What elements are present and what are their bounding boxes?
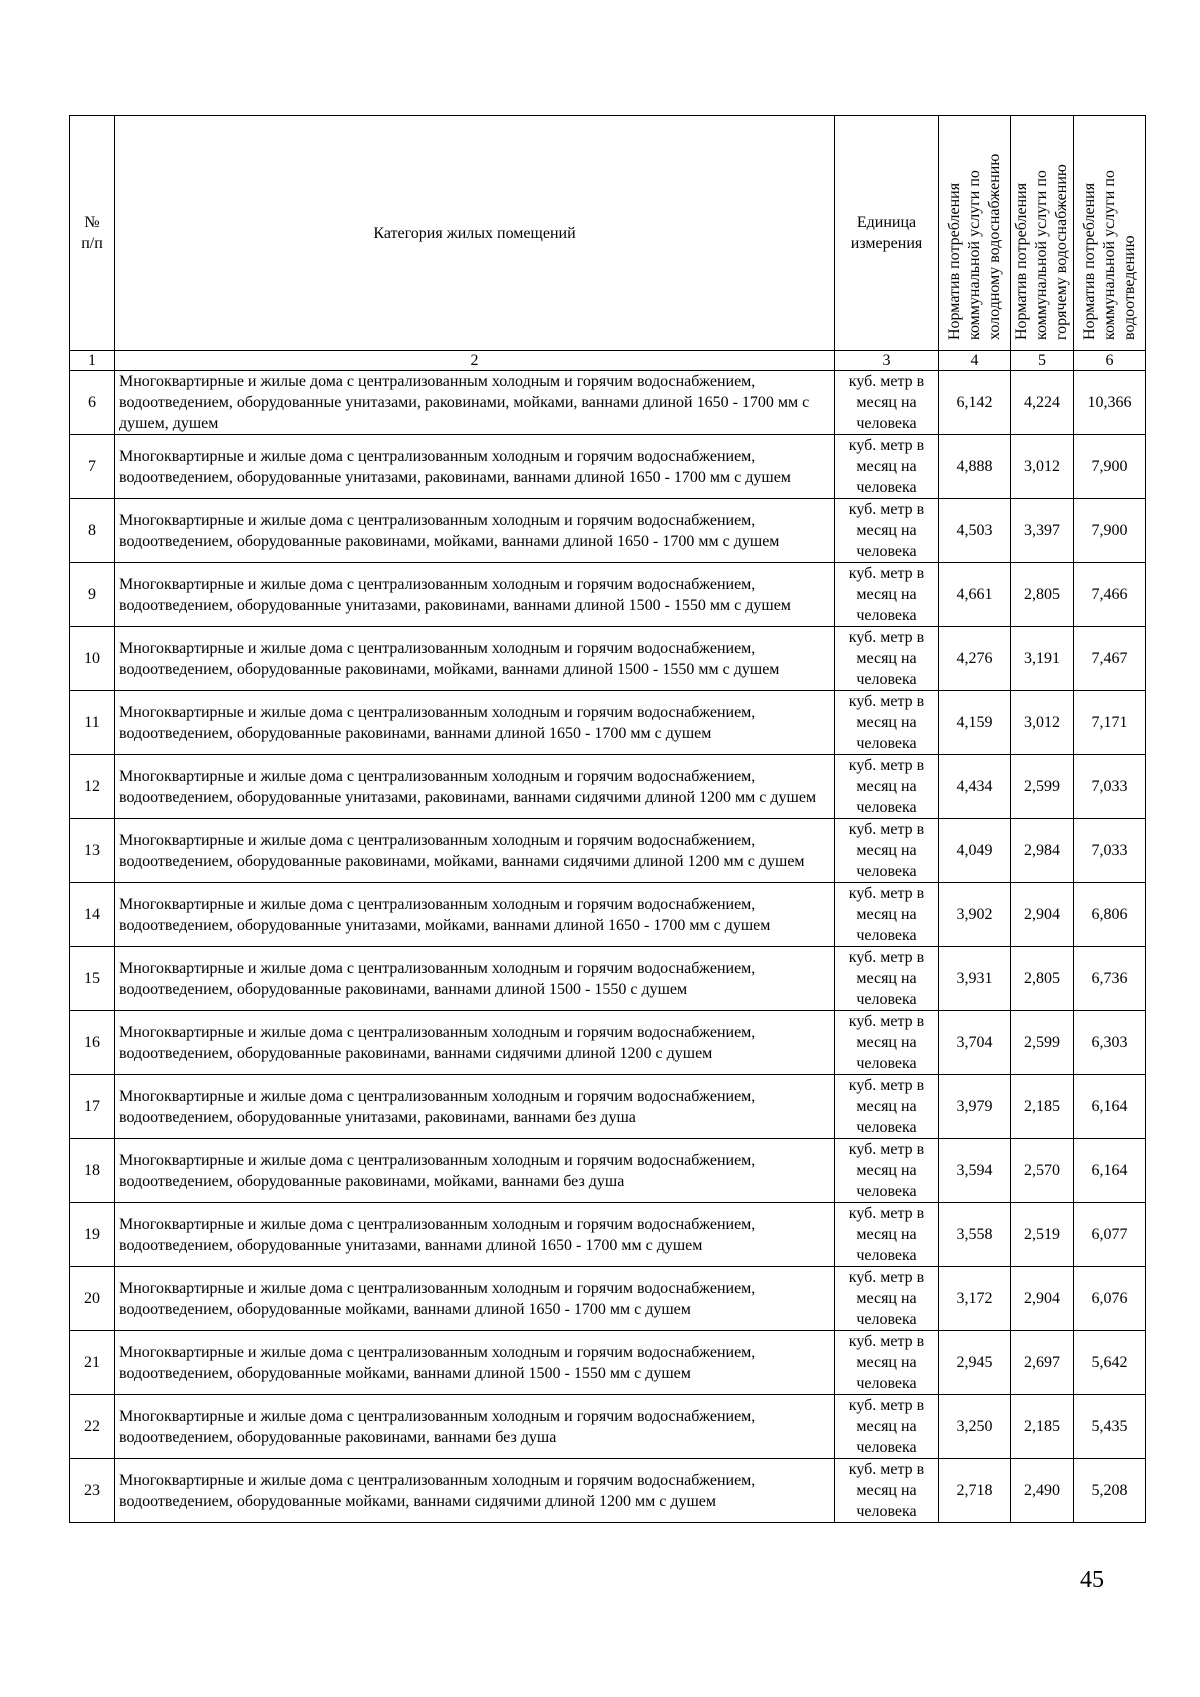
column-number: 5 bbox=[1011, 351, 1074, 371]
table-row bbox=[70, 883, 1146, 947]
column-number: 2 bbox=[115, 351, 835, 371]
row-cold-water-norm: 3,594 bbox=[939, 1139, 1011, 1203]
row-hot-water-norm: 4,224 bbox=[1011, 371, 1074, 435]
row-category: Многоквартирные и жилые дома с централизованным холодным и горячим водоснабжением, водоотведением, оборудованные унитазами, раковинами, ваннами сидячими длиной 1200 мм с душем bbox=[115, 755, 835, 819]
row-drainage-norm: 6,806 bbox=[1074, 883, 1146, 947]
row-number: 6 bbox=[70, 371, 115, 435]
row-cold-water-norm: 3,931 bbox=[939, 947, 1011, 1011]
row-cold-water-norm: 6,142 bbox=[939, 371, 1011, 435]
row-drainage-norm: 5,642 bbox=[1074, 1331, 1146, 1395]
row-cold-water-norm: 3,704 bbox=[939, 1011, 1011, 1075]
row-category: Многоквартирные и жилые дома с централизованным холодным и горячим водоснабжением, водоотведением, оборудованные мойками, ваннами длиной 1500 - 1550 мм с душем bbox=[115, 1331, 835, 1395]
row-category: Многоквартирные и жилые дома с централизованным холодным и горячим водоснабжением, водоотведением, оборудованные раковинами, мойками, ваннами без душа bbox=[115, 1139, 835, 1203]
column-number: 4 bbox=[939, 351, 1011, 371]
header-cold-water: Норматив потребления коммунальной услуги по холодному водоснабжению bbox=[939, 116, 1011, 351]
row-unit: куб. метр в месяц на человека bbox=[835, 1139, 939, 1203]
table-header-row bbox=[70, 116, 1146, 351]
row-unit: куб. метр в месяц на человека bbox=[835, 947, 939, 1011]
row-unit: куб. метр в месяц на человека bbox=[835, 755, 939, 819]
table-row bbox=[70, 1203, 1146, 1267]
row-cold-water-norm: 4,049 bbox=[939, 819, 1011, 883]
row-hot-water-norm: 3,397 bbox=[1011, 499, 1074, 563]
row-drainage-norm: 6,164 bbox=[1074, 1139, 1146, 1203]
row-unit: куб. метр в месяц на человека bbox=[835, 1459, 939, 1523]
row-category: Многоквартирные и жилые дома с централизованным холодным и горячим водоснабжением, водоотведением, оборудованные раковинами, ваннами длиной 1650 - 1700 мм с душем bbox=[115, 691, 835, 755]
row-cold-water-norm: 2,945 bbox=[939, 1331, 1011, 1395]
table-row bbox=[70, 1139, 1146, 1203]
row-category: Многоквартирные и жилые дома с централизованным холодным и горячим водоснабжением, водоотведением, оборудованные унитазами, раковинами, ваннами без душа bbox=[115, 1075, 835, 1139]
row-hot-water-norm: 2,185 bbox=[1011, 1395, 1074, 1459]
table-row bbox=[70, 435, 1146, 499]
row-hot-water-norm: 2,904 bbox=[1011, 1267, 1074, 1331]
row-hot-water-norm: 2,697 bbox=[1011, 1331, 1074, 1395]
row-category: Многоквартирные и жилые дома с централизованным холодным и горячим водоснабжением, водоотведением, оборудованные унитазами, ваннами длиной 1650 - 1700 мм с душем bbox=[115, 1203, 835, 1267]
row-hot-water-norm: 2,984 bbox=[1011, 819, 1074, 883]
row-category: Многоквартирные и жилые дома с централизованным холодным и горячим водоснабжением, водоотведением, оборудованные раковинами, мойками, ваннами длиной 1650 - 1700 мм с душем bbox=[115, 499, 835, 563]
row-number: 12 bbox=[70, 755, 115, 819]
row-category: Многоквартирные и жилые дома с централизованным холодным и горячим водоснабжением, водоотведением, оборудованные раковинами, мойками, ваннами сидячими длиной 1200 мм с душем bbox=[115, 819, 835, 883]
row-hot-water-norm: 2,904 bbox=[1011, 883, 1074, 947]
row-number: 8 bbox=[70, 499, 115, 563]
header-unit: Единица измерения bbox=[835, 116, 939, 351]
row-cold-water-norm: 4,888 bbox=[939, 435, 1011, 499]
row-cold-water-norm: 4,276 bbox=[939, 627, 1011, 691]
row-drainage-norm: 7,900 bbox=[1074, 435, 1146, 499]
row-drainage-norm: 7,900 bbox=[1074, 499, 1146, 563]
row-unit: куб. метр в месяц на человека bbox=[835, 435, 939, 499]
row-drainage-norm: 7,033 bbox=[1074, 755, 1146, 819]
row-number: 15 bbox=[70, 947, 115, 1011]
row-cold-water-norm: 4,503 bbox=[939, 499, 1011, 563]
row-unit: куб. метр в месяц на человека bbox=[835, 627, 939, 691]
row-number: 22 bbox=[70, 1395, 115, 1459]
row-hot-water-norm: 2,519 bbox=[1011, 1203, 1074, 1267]
header-num: № п/п bbox=[70, 116, 115, 351]
table-row bbox=[70, 819, 1146, 883]
row-number: 16 bbox=[70, 1011, 115, 1075]
column-number: 6 bbox=[1074, 351, 1146, 371]
row-hot-water-norm: 2,805 bbox=[1011, 947, 1074, 1011]
table-row bbox=[70, 1459, 1146, 1523]
row-hot-water-norm: 2,599 bbox=[1011, 1011, 1074, 1075]
header-drainage: Норматив потребления коммунальной услуги по водоотведению bbox=[1074, 116, 1146, 351]
header-hot-water: Норматив потребления коммунальной услуги по горячему водоснабжению bbox=[1011, 116, 1074, 351]
row-cold-water-norm: 3,172 bbox=[939, 1267, 1011, 1331]
row-category: Многоквартирные и жилые дома с централизованным холодным и горячим водоснабжением, водоотведением, оборудованные унитазами, раковинами, ваннами длиной 1650 - 1700 мм с душем bbox=[115, 435, 835, 499]
row-drainage-norm: 7,033 bbox=[1074, 819, 1146, 883]
table-row bbox=[70, 691, 1146, 755]
row-hot-water-norm: 2,570 bbox=[1011, 1139, 1074, 1203]
row-hot-water-norm: 2,185 bbox=[1011, 1075, 1074, 1139]
row-category: Многоквартирные и жилые дома с централизованным холодным и горячим водоснабжением, водоотведением, оборудованные раковинами, ваннами без душа bbox=[115, 1395, 835, 1459]
row-hot-water-norm: 2,805 bbox=[1011, 563, 1074, 627]
row-unit: куб. метр в месяц на человека bbox=[835, 499, 939, 563]
row-hot-water-norm: 3,012 bbox=[1011, 435, 1074, 499]
row-category: Многоквартирные и жилые дома с централизованным холодным и горячим водоснабжением, водоотведением, оборудованные раковинами, ваннами сидячими длиной 1200 с душем bbox=[115, 1011, 835, 1075]
row-drainage-norm: 7,466 bbox=[1074, 563, 1146, 627]
table-body bbox=[70, 371, 1146, 1523]
table-row bbox=[70, 627, 1146, 691]
row-category: Многоквартирные и жилые дома с централизованным холодным и горячим водоснабжением, водоотведением, оборудованные мойками, ваннами длиной 1650 - 1700 мм с душем bbox=[115, 1267, 835, 1331]
row-cold-water-norm: 3,902 bbox=[939, 883, 1011, 947]
row-number: 18 bbox=[70, 1139, 115, 1203]
table-row bbox=[70, 1075, 1146, 1139]
table-row bbox=[70, 1395, 1146, 1459]
row-number: 11 bbox=[70, 691, 115, 755]
row-cold-water-norm: 4,434 bbox=[939, 755, 1011, 819]
row-number: 14 bbox=[70, 883, 115, 947]
row-cold-water-norm: 2,718 bbox=[939, 1459, 1011, 1523]
row-hot-water-norm: 2,490 bbox=[1011, 1459, 1074, 1523]
row-hot-water-norm: 3,012 bbox=[1011, 691, 1074, 755]
row-drainage-norm: 6,077 bbox=[1074, 1203, 1146, 1267]
row-number: 19 bbox=[70, 1203, 115, 1267]
row-hot-water-norm: 2,599 bbox=[1011, 755, 1074, 819]
row-cold-water-norm: 4,661 bbox=[939, 563, 1011, 627]
table-row bbox=[70, 563, 1146, 627]
row-category: Многоквартирные и жилые дома с централизованным холодным и горячим водоснабжением, водоотведением, оборудованные мойками, ваннами сидячими длиной 1200 мм с душем bbox=[115, 1459, 835, 1523]
row-number: 13 bbox=[70, 819, 115, 883]
row-number: 17 bbox=[70, 1075, 115, 1139]
row-category: Многоквартирные и жилые дома с централизованным холодным и горячим водоснабжением, водоотведением, оборудованные раковинами, мойками, ваннами длиной 1500 - 1550 мм с душем bbox=[115, 627, 835, 691]
row-unit: куб. метр в месяц на человека bbox=[835, 819, 939, 883]
row-category: Многоквартирные и жилые дома с централизованным холодным и горячим водоснабжением, водоотведением, оборудованные унитазами, раковинами, ваннами длиной 1500 - 1550 мм с душем bbox=[115, 563, 835, 627]
row-drainage-norm: 6,303 bbox=[1074, 1011, 1146, 1075]
row-unit: куб. метр в месяц на человека bbox=[835, 563, 939, 627]
row-drainage-norm: 6,736 bbox=[1074, 947, 1146, 1011]
row-hot-water-norm: 3,191 bbox=[1011, 627, 1074, 691]
row-drainage-norm: 7,171 bbox=[1074, 691, 1146, 755]
row-cold-water-norm: 3,979 bbox=[939, 1075, 1011, 1139]
row-unit: куб. метр в месяц на человека bbox=[835, 371, 939, 435]
row-unit: куб. метр в месяц на человека bbox=[835, 1075, 939, 1139]
row-number: 7 bbox=[70, 435, 115, 499]
header-category: Категория жилых помещений bbox=[115, 116, 835, 351]
row-drainage-norm: 5,208 bbox=[1074, 1459, 1146, 1523]
table-row bbox=[70, 371, 1146, 435]
table-row bbox=[70, 755, 1146, 819]
row-drainage-norm: 10,366 bbox=[1074, 371, 1146, 435]
row-unit: куб. метр в месяц на человека bbox=[835, 1267, 939, 1331]
row-unit: куб. метр в месяц на человека bbox=[835, 1203, 939, 1267]
row-number: 9 bbox=[70, 563, 115, 627]
row-cold-water-norm: 4,159 bbox=[939, 691, 1011, 755]
row-category: Многоквартирные и жилые дома с централизованным холодным и горячим водоснабжением, водоотведением, оборудованные унитазами, раковинами, мойками, ваннами длиной 1650 - 1700 мм с душем, душем bbox=[115, 371, 835, 435]
table-row bbox=[70, 1331, 1146, 1395]
table-row bbox=[70, 1267, 1146, 1331]
row-number: 10 bbox=[70, 627, 115, 691]
page-number: 45 bbox=[1080, 1567, 1104, 1593]
row-cold-water-norm: 3,558 bbox=[939, 1203, 1011, 1267]
row-unit: куб. метр в месяц на человека bbox=[835, 1395, 939, 1459]
row-unit: куб. метр в месяц на человека bbox=[835, 1331, 939, 1395]
row-number: 23 bbox=[70, 1459, 115, 1523]
row-drainage-norm: 5,435 bbox=[1074, 1395, 1146, 1459]
table-row bbox=[70, 947, 1146, 1011]
row-drainage-norm: 6,164 bbox=[1074, 1075, 1146, 1139]
consumption-norms-table bbox=[69, 115, 1146, 1523]
row-category: Многоквартирные и жилые дома с централизованным холодным и горячим водоснабжением, водоотведением, оборудованные унитазами, мойками, ваннами длиной 1650 - 1700 мм с душем bbox=[115, 883, 835, 947]
row-unit: куб. метр в месяц на человека bbox=[835, 691, 939, 755]
row-cold-water-norm: 3,250 bbox=[939, 1395, 1011, 1459]
column-number: 3 bbox=[835, 351, 939, 371]
column-number: 1 bbox=[70, 351, 115, 371]
table-row bbox=[70, 499, 1146, 563]
row-drainage-norm: 7,467 bbox=[1074, 627, 1146, 691]
row-drainage-norm: 6,076 bbox=[1074, 1267, 1146, 1331]
column-number-row bbox=[70, 351, 1146, 371]
row-number: 21 bbox=[70, 1331, 115, 1395]
row-category: Многоквартирные и жилые дома с централизованным холодным и горячим водоснабжением, водоотведением, оборудованные раковинами, ваннами длиной 1500 - 1550 с душем bbox=[115, 947, 835, 1011]
row-number: 20 bbox=[70, 1267, 115, 1331]
row-unit: куб. метр в месяц на человека bbox=[835, 1011, 939, 1075]
table-row bbox=[70, 1011, 1146, 1075]
row-unit: куб. метр в месяц на человека bbox=[835, 883, 939, 947]
